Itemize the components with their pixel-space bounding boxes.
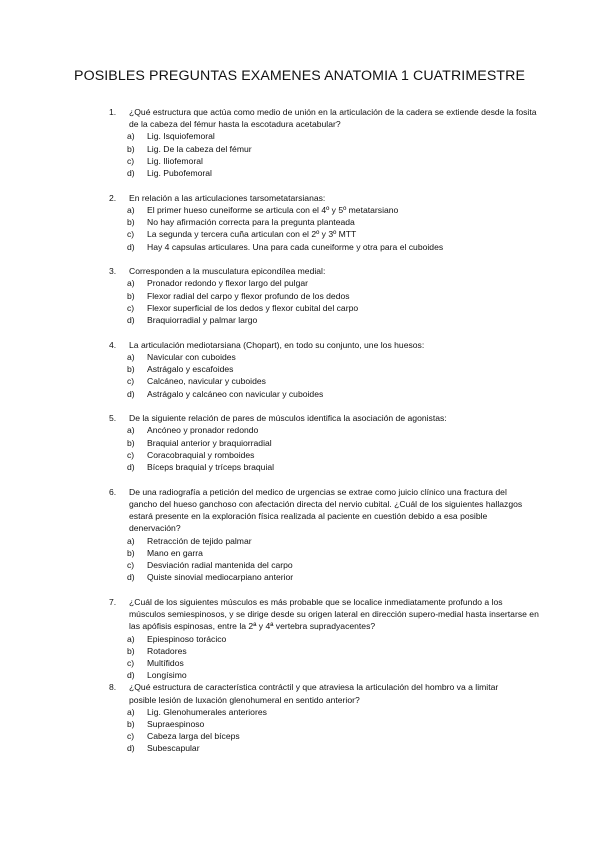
option-letter: a) bbox=[127, 278, 135, 289]
answer-option bbox=[127, 302, 540, 314]
question-text-continued: posible lesión de luxación glenohumeral en sentido anterior? bbox=[129, 694, 360, 705]
question-text: ¿Qué estructura de característica contráctil y que atraviesa la articulación del hombro va a limitar bbox=[129, 682, 499, 693]
answer-option bbox=[127, 290, 540, 302]
option-letter: b) bbox=[127, 143, 135, 154]
option-text: Lig. Glenohumerales anteriores bbox=[147, 706, 267, 717]
option-letter: d) bbox=[127, 315, 135, 326]
question-stem bbox=[74, 486, 540, 498]
answer-option bbox=[127, 130, 540, 142]
question-stem bbox=[74, 681, 540, 693]
question-1 bbox=[74, 106, 540, 179]
answer-option bbox=[127, 143, 540, 155]
option-letter: c) bbox=[127, 731, 135, 742]
option-letter: a) bbox=[127, 425, 135, 436]
option-letter: c) bbox=[127, 302, 135, 313]
question-number: 7. bbox=[109, 596, 117, 607]
option-text: Pronador redondo y flexor largo del pulgar bbox=[147, 278, 308, 289]
option-letter: c) bbox=[127, 155, 135, 166]
option-letter: a) bbox=[127, 131, 135, 142]
answer-option bbox=[127, 155, 540, 167]
question-number: 4. bbox=[109, 339, 117, 350]
answer-option bbox=[127, 730, 540, 742]
option-list bbox=[74, 204, 540, 253]
answer-option bbox=[127, 657, 540, 669]
answer-option bbox=[127, 167, 540, 179]
option-text: Coracobraquial y romboides bbox=[147, 449, 255, 460]
option-text: Mano en garra bbox=[147, 547, 203, 558]
answer-option bbox=[127, 204, 540, 216]
question-7 bbox=[74, 596, 540, 681]
option-list bbox=[74, 351, 540, 400]
option-text: Cabeza larga del bíceps bbox=[147, 731, 240, 742]
question-stem bbox=[74, 106, 540, 130]
option-text: Braquiorradial y palmar largo bbox=[147, 315, 258, 326]
answer-option bbox=[127, 706, 540, 718]
option-letter: d) bbox=[127, 743, 135, 754]
answer-option bbox=[127, 742, 540, 754]
question-text: ¿Cuál de los siguientes músculos es más probable que se localice inmediatamente profundo a los bbox=[129, 596, 503, 607]
question-number: 5. bbox=[109, 413, 117, 424]
question-list bbox=[74, 106, 540, 755]
option-list bbox=[74, 424, 540, 473]
option-letter: c) bbox=[127, 560, 135, 570]
answer-option bbox=[127, 718, 540, 730]
option-text: Subescapular bbox=[147, 743, 200, 754]
answer-option bbox=[127, 314, 540, 326]
option-text: Hay 4 capsulas articulares. Una para cada cuneiforme y otra para el cuboides bbox=[147, 241, 444, 252]
answer-option bbox=[127, 424, 540, 436]
option-text: Longísimo bbox=[147, 670, 187, 681]
option-text: El primer hueso cuneiforme se articula con el 4º y 5º metatarsiano bbox=[147, 204, 399, 215]
option-text: Lig. Iliofemoral bbox=[147, 155, 203, 166]
answer-option bbox=[127, 559, 540, 571]
question-number: 3. bbox=[109, 266, 117, 277]
option-list bbox=[74, 277, 540, 326]
question-text: La articulación mediotarsiana (Chopart), en todo su conjunto, une los huesos: bbox=[129, 339, 425, 350]
option-text: Desviación radial mantenida del carpo bbox=[147, 560, 293, 570]
option-text: Supraespinoso bbox=[147, 718, 205, 729]
option-text: Calcáneo, navicular y cuboides bbox=[147, 376, 266, 387]
question-text: De una radiografía a petición del medico de urgencias se extrae como juicio clínico una fractura del bbox=[129, 486, 507, 497]
question-text: Corresponden a la musculatura epicondílea medial: bbox=[129, 266, 326, 277]
question-text-continued: gancho del hueso ganchoso con afectación directa del nervio cubital. ¿Cuál de los siguientes hallazgos estará presente en la exploración física realizada al paciente en cuestión debido a esa posible denervación? bbox=[129, 498, 523, 534]
option-letter: d) bbox=[127, 670, 135, 681]
question-5 bbox=[74, 412, 540, 473]
option-letter: c) bbox=[127, 657, 135, 668]
option-text: Astrágalo y calcáneo con navicular y cuboides bbox=[147, 388, 324, 399]
question-6 bbox=[74, 486, 540, 584]
option-text: Multífidos bbox=[147, 657, 184, 668]
question-2 bbox=[74, 192, 540, 253]
question-number: 6. bbox=[109, 486, 117, 497]
option-text: Lig. De la cabeza del fémur bbox=[147, 143, 252, 154]
answer-option bbox=[127, 241, 540, 253]
document-title: POSIBLES PREGUNTAS EXAMENES ANATOMIA 1 CUATRIMESTRE bbox=[74, 68, 526, 84]
option-letter: c) bbox=[127, 376, 135, 387]
option-letter: d) bbox=[127, 572, 135, 583]
option-letter: d) bbox=[127, 241, 135, 252]
option-list bbox=[74, 130, 540, 179]
answer-option bbox=[127, 571, 540, 583]
answer-option bbox=[127, 669, 540, 681]
option-letter: d) bbox=[127, 462, 135, 473]
option-text: Flexor radial del carpo y flexor profundo de los dedos bbox=[147, 290, 350, 301]
answer-option bbox=[127, 547, 540, 559]
option-letter: b) bbox=[127, 217, 135, 228]
question-number: 1. bbox=[109, 107, 117, 117]
answer-option bbox=[127, 437, 540, 449]
option-letter: b) bbox=[127, 437, 135, 448]
option-letter: c) bbox=[127, 449, 135, 460]
question-stem bbox=[74, 339, 540, 351]
question-text: De la siguiente relación de pares de músculos identifica la asociación de agonistas: bbox=[129, 413, 447, 424]
option-text: Ancóneo y pronador redondo bbox=[147, 425, 259, 436]
option-text: No hay afirmación correcta para la pregunta planteada bbox=[147, 217, 355, 228]
question-number: 8. bbox=[109, 682, 117, 693]
answer-option bbox=[127, 277, 540, 289]
option-text: Retracción de tejido palmar bbox=[147, 535, 252, 546]
option-list bbox=[74, 535, 540, 584]
option-text: Quiste sinovial mediocarpiano anterior bbox=[147, 572, 294, 583]
answer-option bbox=[127, 351, 540, 363]
question-stem bbox=[74, 265, 540, 277]
option-text: Epiespinoso torácico bbox=[147, 633, 227, 644]
answer-option bbox=[127, 645, 540, 657]
option-letter: c) bbox=[127, 229, 135, 240]
question-stem bbox=[74, 412, 540, 424]
option-text: Flexor superficial de los dedos y flexor cubital del carpo bbox=[147, 302, 359, 313]
option-text: Rotadores bbox=[147, 645, 187, 656]
answer-option bbox=[127, 228, 540, 240]
option-letter: d) bbox=[127, 168, 135, 179]
answer-option bbox=[127, 535, 540, 547]
option-letter: b) bbox=[127, 290, 135, 301]
question-8 bbox=[74, 681, 540, 754]
answer-option bbox=[127, 449, 540, 461]
option-text: Astrágalo y escafoides bbox=[147, 364, 234, 375]
option-letter: a) bbox=[127, 204, 135, 215]
question-text: En relación a las articulaciones tarsometatarsianas: bbox=[129, 192, 326, 203]
answer-option bbox=[127, 216, 540, 228]
question-text: ¿Qué estructura que actúa como medio de unión en la articulación de la cadera se extiende desde la fosita de la cabeza del fémur hasta la escotadura acetabular? bbox=[129, 107, 537, 130]
option-letter: b) bbox=[127, 547, 135, 558]
option-letter: a) bbox=[127, 351, 135, 362]
question-number: 2. bbox=[109, 192, 117, 203]
option-list bbox=[74, 633, 540, 682]
option-text: Braquial anterior y braquiorradial bbox=[147, 437, 272, 448]
answer-option bbox=[127, 375, 540, 387]
answer-option bbox=[127, 388, 540, 400]
option-letter: a) bbox=[127, 535, 135, 546]
option-letter: b) bbox=[127, 718, 135, 729]
question-3 bbox=[74, 265, 540, 326]
answer-option bbox=[127, 633, 540, 645]
option-letter: a) bbox=[127, 633, 135, 644]
option-letter: a) bbox=[127, 706, 135, 717]
question-4 bbox=[74, 339, 540, 400]
option-text: Navicular con cuboides bbox=[147, 351, 236, 362]
answer-option bbox=[127, 363, 540, 375]
option-list bbox=[74, 706, 540, 755]
answer-option bbox=[127, 461, 540, 473]
question-stem bbox=[74, 192, 540, 204]
option-text: La segunda y tercera cuña articulan con el 2º y 3º MTT bbox=[147, 229, 357, 240]
option-text: Bíceps braquial y tríceps braquial bbox=[147, 462, 275, 473]
option-text: Lig. Isquiofemoral bbox=[147, 131, 215, 142]
option-letter: d) bbox=[127, 388, 135, 399]
question-text-continued: músculos semiespinosos, y se dirige desde su origen lateral en dirección supero-medial hasta insertarse en las apófisis espinosas, entre la 2ª y 4ª vertebra supradyacentes? bbox=[129, 609, 539, 632]
option-letter: b) bbox=[127, 364, 135, 375]
option-letter: b) bbox=[127, 645, 135, 656]
question-stem bbox=[74, 596, 540, 608]
option-text: Lig. Pubofemoral bbox=[147, 168, 212, 179]
